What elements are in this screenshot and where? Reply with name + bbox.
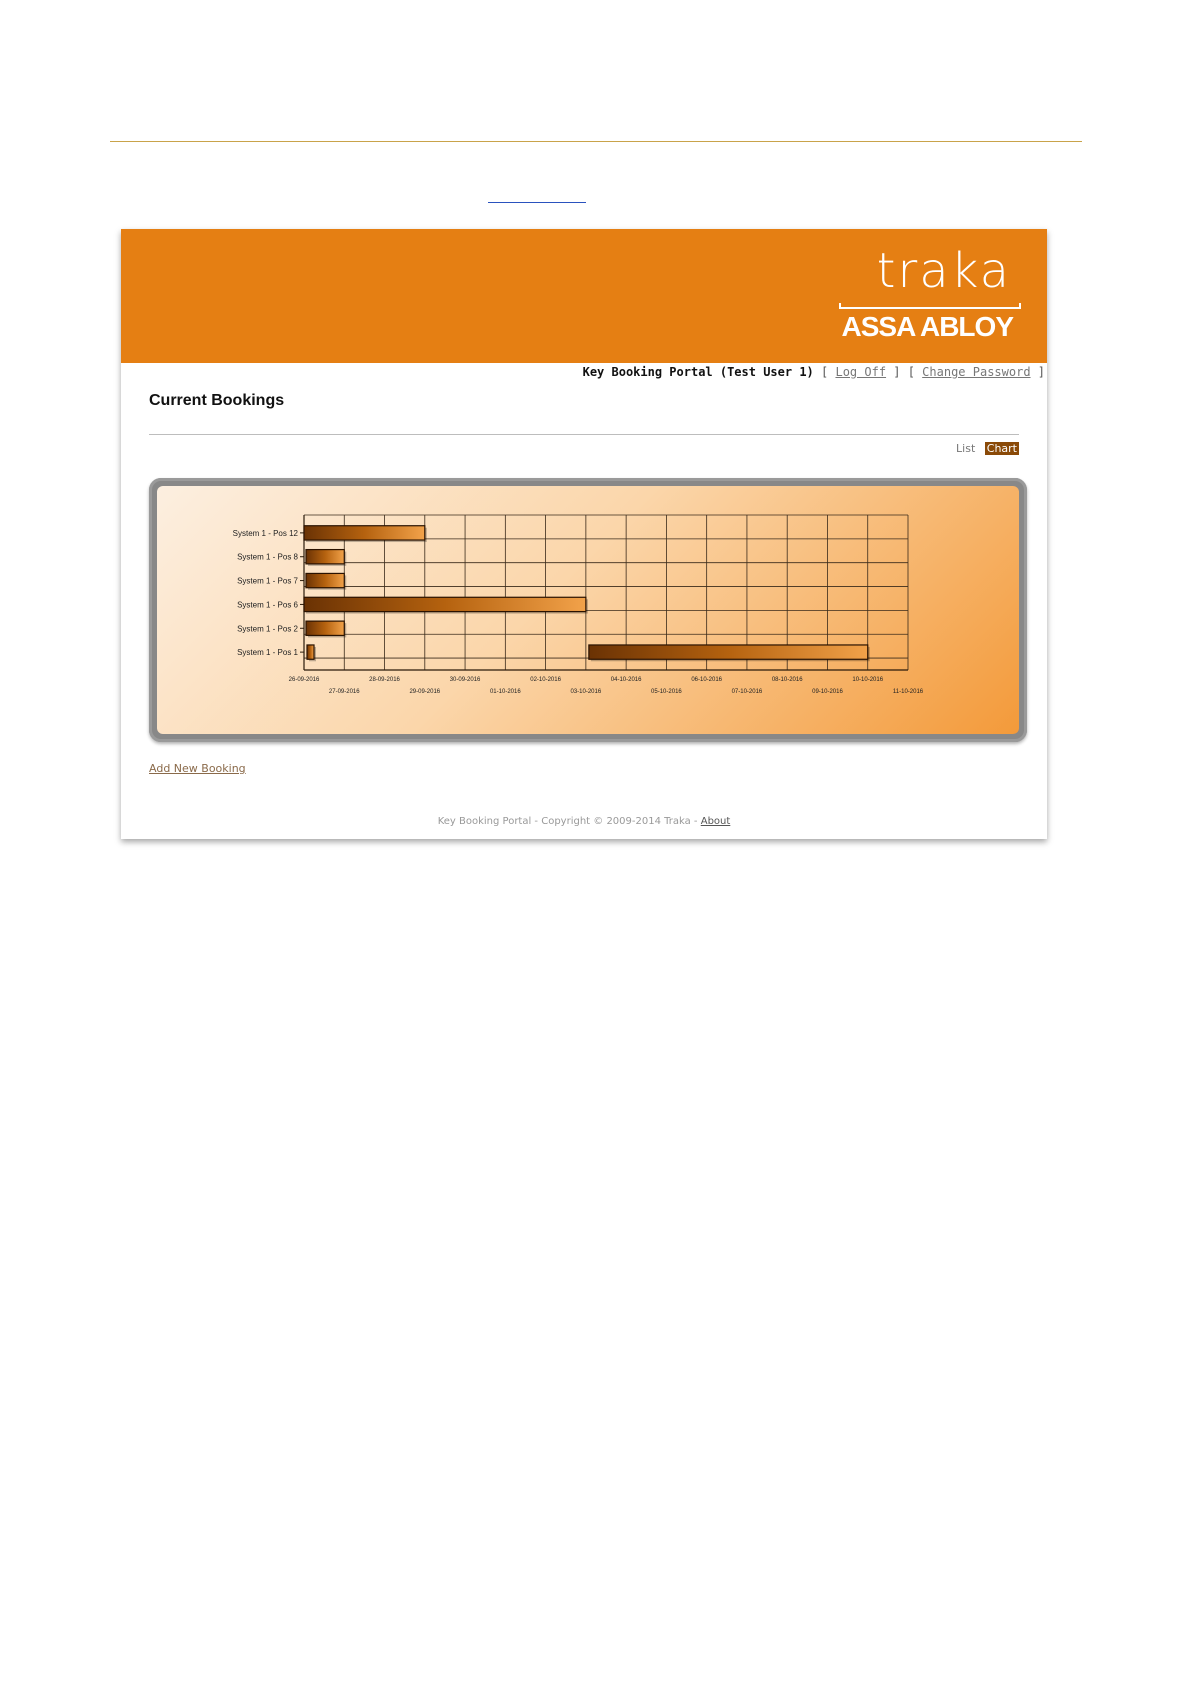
- x-tick-label: 08-10-2016: [771, 677, 803, 683]
- booking-bar: [304, 526, 425, 540]
- x-tick-label: 29-09-2016: [409, 689, 441, 695]
- y-tick-label: System 1 - Pos 6: [237, 600, 298, 610]
- portal-user-label: Key Booking Portal (Test User 1): [582, 365, 814, 379]
- booking-bar: [306, 621, 344, 635]
- x-tick-label: 28-09-2016: [369, 677, 400, 683]
- x-tick-label: 07-10-2016: [731, 689, 763, 695]
- y-tick-label: System 1 - Pos 2: [237, 624, 298, 634]
- portal-screenshot: [121, 229, 1047, 839]
- list-view-link[interactable]: List: [956, 442, 976, 455]
- page-title: Current Bookings: [149, 392, 285, 409]
- x-tick-label: 10-10-2016: [852, 677, 884, 683]
- x-tick-label: 01-10-2016: [489, 689, 521, 695]
- x-tick-label: 09-10-2016: [812, 689, 843, 695]
- x-tick-label: 02-10-2016: [530, 677, 561, 683]
- view-toggle: [956, 442, 1019, 455]
- add-new-booking-link[interactable]: Add New Booking: [149, 762, 246, 775]
- x-tick-label: 06-10-2016: [691, 677, 723, 683]
- document-link-underline[interactable]: [488, 202, 586, 203]
- about-link[interactable]: About: [700, 816, 731, 827]
- chart-view-link[interactable]: Chart: [986, 442, 1017, 455]
- traka-logo: [831, 243, 1021, 347]
- x-tick-label: 11-10-2016: [892, 689, 924, 695]
- x-tick-label: 30-09-2016: [449, 677, 481, 683]
- log-off-link[interactable]: Log Off: [835, 365, 887, 379]
- header-banner: [121, 229, 1047, 363]
- footer: [121, 816, 1047, 827]
- x-tick-label: 05-10-2016: [651, 689, 682, 695]
- title-divider: [149, 434, 1019, 435]
- booking-bar: [304, 597, 586, 611]
- booking-bar: [306, 550, 344, 564]
- x-tick-label: 27-09-2016: [328, 689, 360, 695]
- user-bar: Key Booking Portal (Test User 1) [ Log Off ] [ Change Password ]: [582, 365, 1045, 379]
- y-tick-label: System 1 - Pos 8: [237, 552, 298, 562]
- x-tick-label: 26-09-2016: [288, 677, 320, 683]
- y-tick-label: System 1 - Pos 1: [237, 648, 298, 658]
- logo-subtitle: ASSA ABLOY: [841, 311, 1013, 342]
- document-header-rule: [110, 141, 1082, 142]
- booking-bar: [307, 645, 314, 659]
- chart-frame: [149, 478, 1027, 742]
- chart-panel: [157, 486, 1019, 734]
- logo-wordmark: traka: [876, 243, 1011, 299]
- booking-bar: [589, 645, 868, 659]
- x-tick-label: 04-10-2016: [610, 677, 642, 683]
- y-tick-label: System 1 - Pos 7: [237, 576, 298, 586]
- footer-copyright: Key Booking Portal - Copyright © 2009-2014 Traka -: [437, 816, 698, 827]
- y-tick-label: System 1 - Pos 12: [232, 528, 298, 538]
- x-tick-label: 03-10-2016: [570, 689, 602, 695]
- gantt-chart: [157, 486, 1019, 734]
- change-password-link[interactable]: Change Password: [922, 365, 1031, 379]
- booking-bar: [306, 573, 344, 587]
- logo-underline: [839, 303, 1021, 309]
